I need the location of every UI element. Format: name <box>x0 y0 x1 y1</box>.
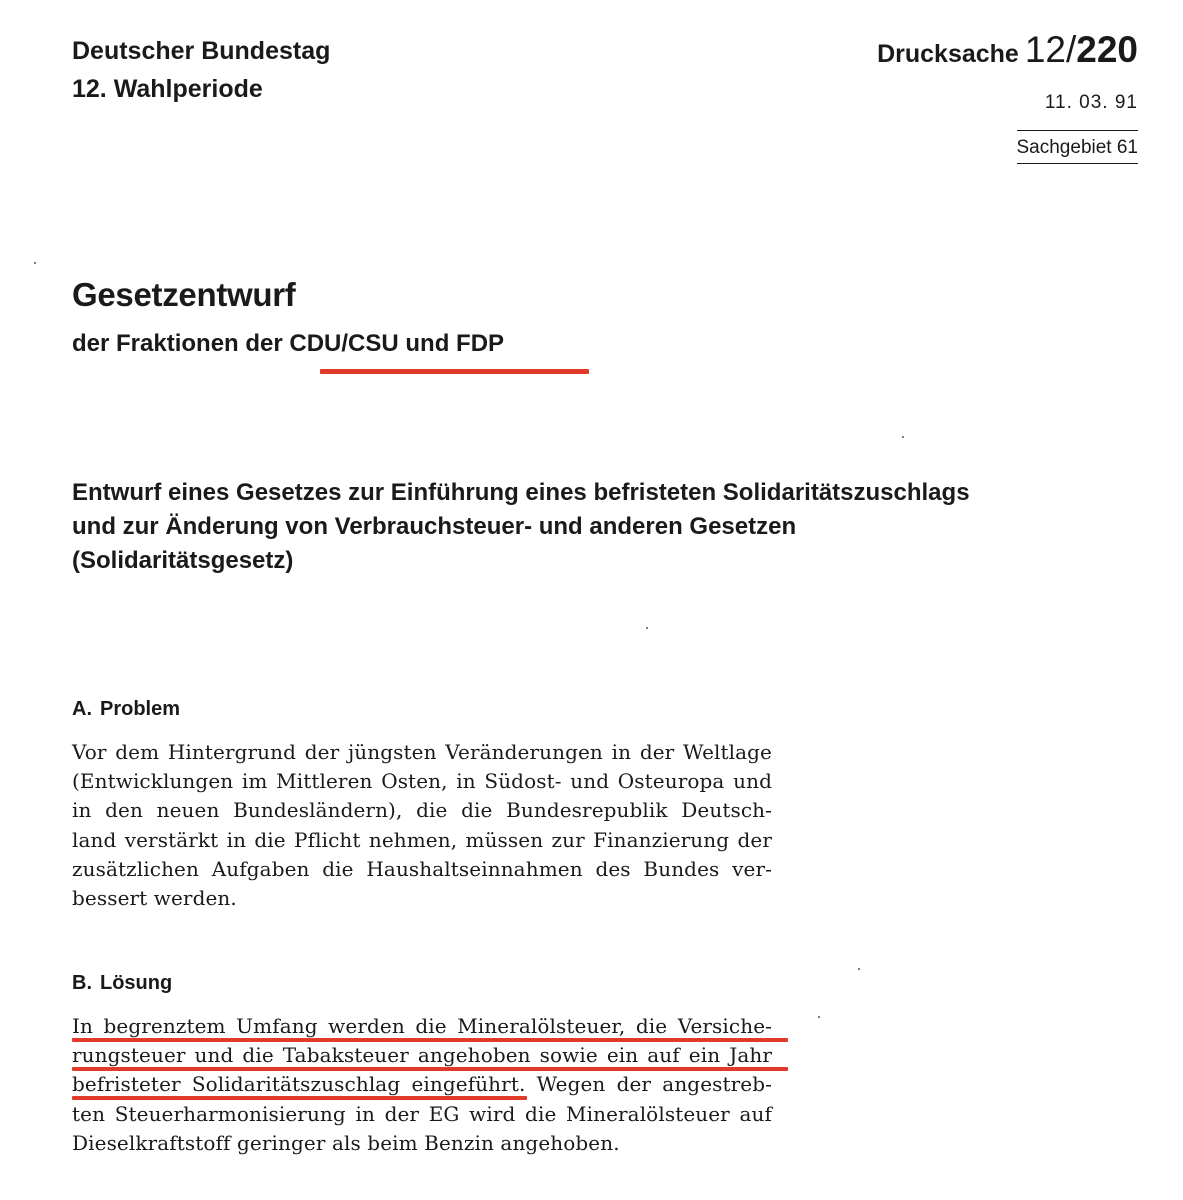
bill-heading-line: (Solidaritätsgesetz) <box>72 547 294 574</box>
scan-speck <box>818 1016 820 1018</box>
paragraph-line: (Entwicklungen im Mittleren Osten, in Südost- und Osteuropa und <box>72 769 772 794</box>
scan-speck <box>902 436 904 438</box>
paragraph-line: rungsteuer und die Tabaksteuer angehoben sowie ein auf ein Jahr <box>72 1043 772 1068</box>
bill-heading-line: und zur Änderung von Verbrauchsteuer- und anderen Gesetzen <box>72 513 797 540</box>
drucksache-number-prefix: 12/ <box>1024 29 1077 70</box>
bill-heading-line: Entwurf eines Gesetzes zur Einführung eines befristeten Solidaritätszuschlags <box>72 479 970 506</box>
drucksache-label: Drucksache <box>877 40 1019 68</box>
paragraph-line: In begrenztem Umfang werden die Mineralölsteuer, die Versiche- <box>72 1014 772 1038</box>
paragraph-line: zusätzlichen Aufgaben die Haushaltseinnahmen des Bundes ver- <box>72 856 772 881</box>
paragraph-line: Dieselkraftstoff geringer als beim Benzin angehoben. <box>72 1130 620 1155</box>
subtitle-prefix: der Fraktionen der <box>72 330 290 357</box>
drucksache-number: 220 <box>1076 29 1138 70</box>
paragraph-line: ten Steuerharmonisierung in der EG wird die Mineralölsteuer auf <box>72 1101 772 1126</box>
subtitle-parties: CDU/CSU und FDP <box>289 330 505 357</box>
scan-speck <box>858 968 860 970</box>
section-a-label: A. <box>72 698 92 720</box>
highlight-underline-line-2 <box>72 1067 788 1071</box>
section-a-title: Problem <box>100 698 181 720</box>
bill-heading <box>72 476 1132 578</box>
highlight-underline-line-3 <box>72 1096 527 1100</box>
paragraph-line: bessert werden. <box>72 886 237 911</box>
header-left <box>72 32 330 108</box>
section-a-paragraph <box>72 738 772 913</box>
parties-red-underline <box>320 369 589 374</box>
section-b-paragraph <box>72 1012 772 1158</box>
scan-speck <box>646 627 648 629</box>
section-a-heading <box>72 698 180 721</box>
sachgebiet-label: Sachgebiet 61 <box>1017 130 1139 164</box>
drucksache-line <box>877 30 1138 74</box>
section-b-label: B. <box>72 972 92 994</box>
section-b-title: Lösung <box>100 972 173 994</box>
document-date: 11. 03. 91 <box>1044 92 1138 113</box>
scan-speck <box>34 262 36 264</box>
document-subtitle <box>72 330 504 358</box>
document-title: Gesetzentwurf <box>72 276 296 313</box>
section-b-heading <box>72 972 172 995</box>
paragraph-line: Vor dem Hintergrund der jüngsten Veränderungen in der Weltlage <box>72 740 772 764</box>
paragraph-line: land verstärkt in die Pflicht nehmen, müssen zur Finanzierung der <box>72 827 772 852</box>
electoral-period: 12. Wahlperiode <box>72 75 263 103</box>
highlight-underline-line-1 <box>72 1038 788 1042</box>
paragraph-line: befristeter Solidaritätszuschlag eingeführt. Wegen der angestreb- <box>72 1072 772 1097</box>
paragraph-line: in den neuen Bundesländern), die die Bundesrepublik Deutsch- <box>72 798 772 823</box>
header-right <box>877 30 1138 164</box>
institution-name: Deutscher Bundestag <box>72 37 331 65</box>
